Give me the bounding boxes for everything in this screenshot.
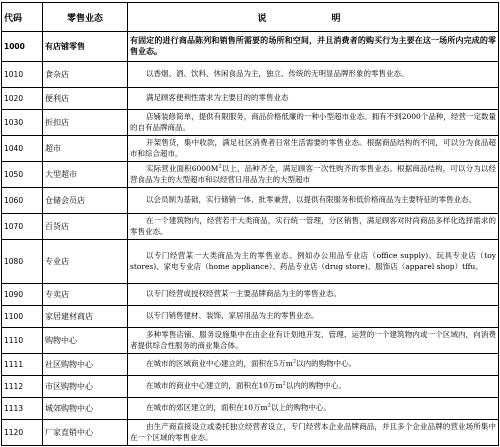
row-type: 购物中心 xyxy=(43,328,128,354)
desc-text-post: 以内的购物中心。 xyxy=(285,381,346,391)
row-code: 1090 xyxy=(2,284,43,306)
row-code: 1020 xyxy=(2,88,43,110)
row-code: 1111 xyxy=(2,354,43,376)
table-body xyxy=(2,32,499,446)
table-row xyxy=(2,398,499,420)
row-type: 市区购物中心 xyxy=(43,376,128,398)
desc-text-pre: 在城市的郊区建立的，面积在10万m xyxy=(146,403,268,413)
row-code: 1113 xyxy=(2,398,43,420)
table-row xyxy=(2,32,499,62)
desc-text-pre: 在城市的商业中心建立的，面积在10万m xyxy=(146,381,283,391)
row-type: 超市 xyxy=(43,136,128,162)
table-row xyxy=(2,188,499,214)
table-row xyxy=(2,214,499,240)
desc-superscript: 2 xyxy=(282,380,286,387)
row-code: 1070 xyxy=(2,214,43,240)
desc-text: 以专门销售建材、装饰、家居用品为主的零售业态。 xyxy=(146,311,319,321)
table-row xyxy=(2,328,499,354)
row-description xyxy=(128,398,499,420)
desc-text: 多种零售店铺、服务设施集中在由企业有计划地开发、管理、运营的一个建筑物内或一个区域内，向消费者提供综合性服务的商业集合体。 xyxy=(130,330,496,350)
row-type: 有店铺零售 xyxy=(43,32,128,62)
row-description xyxy=(128,376,499,398)
table-row xyxy=(2,284,499,306)
row-code: 1110 xyxy=(2,328,43,354)
table-row xyxy=(2,240,499,284)
row-type: 便利店 xyxy=(43,88,128,110)
row-type: 城郊购物中心 xyxy=(43,398,128,420)
row-code: 1120 xyxy=(2,420,43,446)
table-row xyxy=(2,136,499,162)
row-code: 1112 xyxy=(2,376,43,398)
row-description xyxy=(128,354,499,376)
desc-text-post: 以上的购物中心。 xyxy=(270,403,331,413)
desc-text-pre: 在城市的区域商业中心建立的，面积在5万m xyxy=(146,359,293,369)
row-code: 1040 xyxy=(2,136,43,162)
row-type: 食杂店 xyxy=(43,62,128,88)
row-description xyxy=(128,328,499,354)
desc-text: 满足顾客便利性需求为主要目的的零售业态 xyxy=(146,93,289,103)
table-row xyxy=(2,420,499,446)
desc-text: 由生产商直接设立或委托独立经营者设立，专门经营本企业品牌商品，并且多个企业品牌的营业场所集中在一个区域的零售业态。 xyxy=(130,422,496,442)
desc-text: 在一个建筑物内，经营若干大类商品，实行统一管理，分区销售，满足顾客对时尚商品多样化选择需求的零售业态。 xyxy=(130,216,496,236)
desc-text-post: 以内的购物中心。 xyxy=(296,359,357,369)
table-row xyxy=(2,162,499,188)
row-description xyxy=(128,240,499,284)
table-row xyxy=(2,376,499,398)
row-type: 仓储会员店 xyxy=(43,188,128,214)
header-desc: 说 明 xyxy=(128,3,499,32)
row-description xyxy=(128,32,499,62)
row-description xyxy=(128,162,499,188)
row-description xyxy=(128,88,499,110)
desc-superscript: 2 xyxy=(292,358,297,365)
desc-text: 店铺装修简单，提供有限服务，商品价格低廉的一种小型超市业态。拥有不到2000个品种，经营一定数量的自有品牌商品。 xyxy=(130,112,496,132)
row-type: 社区购物中心 xyxy=(43,354,128,376)
row-type: 大型超市 xyxy=(43,162,128,188)
retail-format-table xyxy=(1,2,499,446)
desc-superscript: 2 xyxy=(267,402,271,409)
header-code: 代码 xyxy=(2,3,43,32)
row-type: 专业店 xyxy=(43,240,128,284)
row-code: 1080 xyxy=(2,240,43,284)
row-code: 1100 xyxy=(2,306,43,328)
table-header-row xyxy=(2,3,499,32)
row-description xyxy=(128,62,499,88)
desc-text: 以专门经营或授权经营某一主要品牌商品为主的零售业态。 xyxy=(146,289,341,299)
row-description xyxy=(128,188,499,214)
row-code: 1060 xyxy=(2,188,43,214)
header-type: 零售业态 xyxy=(43,3,128,32)
row-description xyxy=(128,110,499,136)
row-code: 1050 xyxy=(2,162,43,188)
desc-text: 开架售货，集中收款，满足社区消费者日常生活需要的零售业态。根据商品结构的不同，可以分为食品超市和综合超市。 xyxy=(130,138,496,158)
row-type: 家居建材商店 xyxy=(43,306,128,328)
row-description xyxy=(128,136,499,162)
row-type: 折扣店 xyxy=(43,110,128,136)
table-row xyxy=(2,62,499,88)
table-row xyxy=(2,110,499,136)
desc-superscript: 2 xyxy=(218,163,222,170)
row-description xyxy=(128,214,499,240)
row-type: 厂家直销中心 xyxy=(43,420,128,446)
table-row xyxy=(2,306,499,328)
row-type: 百货店 xyxy=(43,214,128,240)
row-code: 1000 xyxy=(2,32,43,62)
desc-text-post: 以上，品种齐全，满足顾客一次性购齐的零售业态。根据商品结构，可以分为以经营食品为主的大型超市和以经营日用品为主的大型超市 xyxy=(130,164,496,184)
desc-text: 有固定的进行商品陈列和销售所需要的场所和空间，并且消费者的购买行为主要在这一场所内完成的零售业态。 xyxy=(130,36,496,56)
row-description xyxy=(128,284,499,306)
row-code: 1030 xyxy=(2,110,43,136)
table-row xyxy=(2,88,499,110)
row-type: 专卖店 xyxy=(43,284,128,306)
desc-text: 以会员制为基础，实行储销一体、批零兼营，以提供有限服务和低价格商品为主要特征的零售业态。 xyxy=(146,195,476,205)
table-row xyxy=(2,354,499,376)
desc-text: 以香烟、酒、饮料、休闲食品为主，独立、传统的无明显品牌形象的零售业态。 xyxy=(146,69,409,79)
row-description xyxy=(128,420,499,446)
row-description xyxy=(128,306,499,328)
desc-text-pre: 实际营业面积6000M xyxy=(146,164,219,173)
row-code: 1010 xyxy=(2,62,43,88)
desc-text: 以专门经营某一大类商品为主的零售业态。例如办公用品专业店（office supply)、玩具专业店（toy stores)、家电专业店（home appliance）、药品专业店（drug store)、服饰店（apparel shop）tffu。 xyxy=(130,251,496,271)
